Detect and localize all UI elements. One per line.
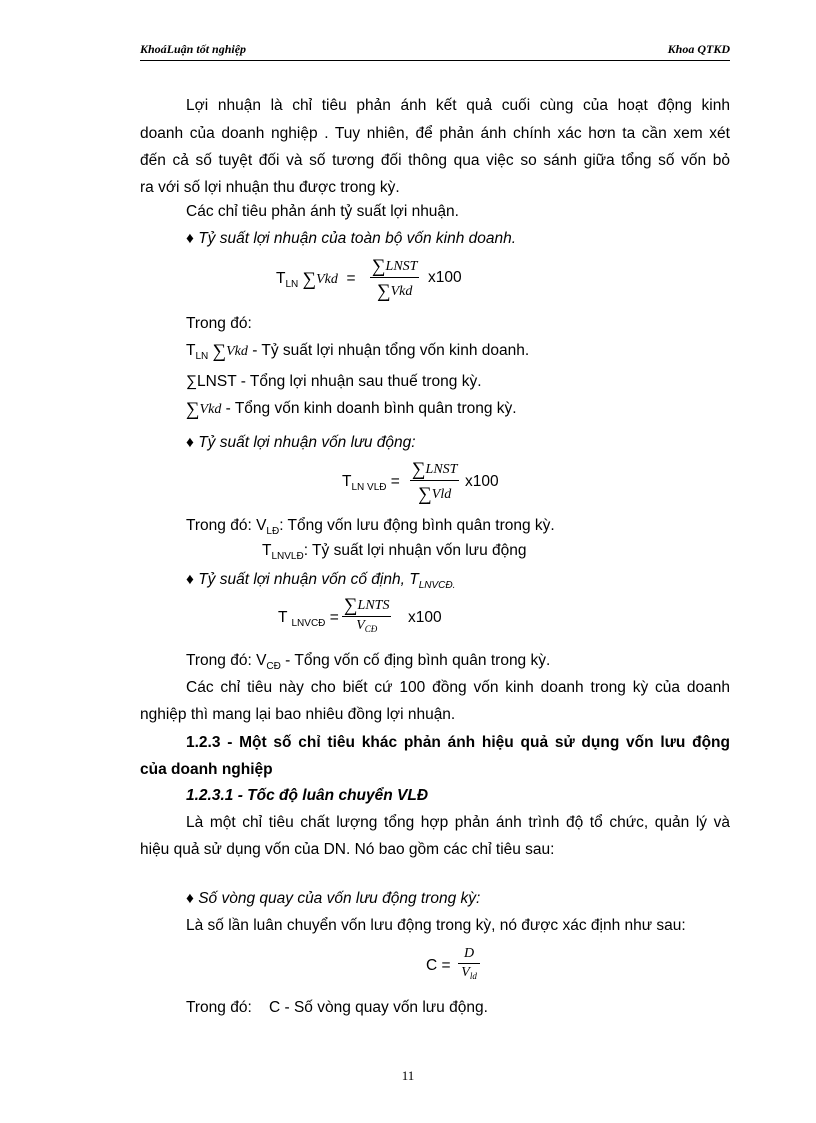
- page-header: [140, 40, 730, 61]
- definition-line: $T_{LNVLĐ}$: Tỷ suất lợi nhuận vốn lưu động: [262, 542, 527, 562]
- header-right: Khoa QTKD: [667, 42, 730, 56]
- formula-fraction: D $V_{ld}$: [458, 946, 480, 981]
- formula-lhs: C =: [426, 957, 451, 974]
- formula-fraction: ∑LNST ∑Vkd: [372, 256, 418, 302]
- header-left: KhoáLuận tốt nghiệp: [140, 42, 247, 56]
- formula-multiplier: x100: [408, 609, 442, 626]
- paragraph-line: hiệu quả sử dụng vốn của DN. Nó bao gồm các chỉ tiêu sau:: [140, 841, 555, 858]
- definition-line: Trong đó: C - Số vòng quay vốn lưu động.: [186, 999, 488, 1016]
- section-heading: 1.2.3 - Một số chỉ tiêu khác phản ánh hiệu quả sử dụng vốn lưu động: [186, 734, 730, 751]
- definition-line: ∑LNST - Tổng lợi nhuận sau thuế trong kỳ.: [186, 373, 482, 390]
- definition-line: ∑Vkd - Tổng vốn kinh doanh bình quân trong kỳ.: [186, 399, 517, 420]
- definition-line: $T_{LN}$ ∑Vkd - Tỷ suất lợi nhuận tổng vốn kinh doanh.: [186, 341, 530, 362]
- formula-fraction: ∑LNST ∑Vld: [412, 459, 458, 505]
- definition-line: Trong đó: $V_{CĐ}$ - Tổng vốn cố địng bình quân trong kỳ.: [186, 652, 551, 672]
- paragraph-line: Là số lần luân chuyển vốn lưu động trong kỳ, nó được xác định như sau:: [186, 917, 686, 934]
- bullet-heading: ♦ Số vòng quay của vốn lưu động trong kỳ:: [186, 890, 481, 907]
- formula-fraction: ∑LNTS $V_{CĐ}$: [344, 595, 390, 634]
- paragraph-line: Các chỉ tiêu phản ánh tỷ suất lợi nhuận.: [186, 203, 459, 220]
- formula-lhs: T $_{LNVCĐ}$ =: [278, 609, 339, 629]
- formula-multiplier: x100: [428, 269, 462, 286]
- formula-lhs: $T_{LN VLĐ}$ =: [342, 473, 400, 493]
- where-label: Trong đó:: [186, 315, 252, 332]
- paragraph-line: đến cả số tuyệt đối và số tương đối thông qua việc so sánh giữa tổng số vốn bỏ: [140, 152, 730, 169]
- paragraph-line: Các chỉ tiêu này cho biết cứ 100 đồng vốn kinh doanh trong kỳ của doanh: [186, 679, 730, 696]
- formula-lhs: $T_{LN}$ ∑Vkd =: [276, 269, 356, 290]
- paragraph-line: nghiệp thì mang lại bao nhiêu đồng lợi nhuận.: [140, 706, 456, 723]
- paragraph-line: doanh của doanh nghiệp . Tuy nhiên, để phản ánh chính xác hơn ta cần xem xét: [140, 125, 730, 142]
- bullet-heading: ♦ Tỷ suất lợi nhuận của toàn bộ vốn kinh doanh.: [186, 230, 517, 247]
- subsection-heading: 1.2.3.1 - Tốc độ luân chuyển VLĐ: [186, 787, 429, 804]
- section-heading: của doanh nghiệp: [140, 761, 273, 778]
- definition-line: Trong đó: $V_{LĐ}$: Tổng vốn lưu động bình quân trong kỳ.: [186, 517, 555, 537]
- formula-multiplier: x100: [465, 473, 499, 490]
- page-number: 11: [401, 1068, 415, 1083]
- paragraph-line: ra với số lợi nhuận thu được trong kỳ.: [140, 179, 400, 196]
- bullet-heading: ♦ Tỷ suất lợi nhuận vốn cố định, $T_{LNVCĐ.}$: [186, 571, 456, 591]
- bullet-heading: ♦ Tỷ suất lợi nhuận vốn lưu động:: [186, 434, 416, 451]
- paragraph-line: Là một chỉ tiêu chất lượng tổng hợp phản ánh trình độ tổ chức, quản lý và: [186, 814, 730, 831]
- paragraph-line: Lợi nhuận là chỉ tiêu phản ánh kết quả cuối cùng của hoạt động kinh: [186, 97, 730, 114]
